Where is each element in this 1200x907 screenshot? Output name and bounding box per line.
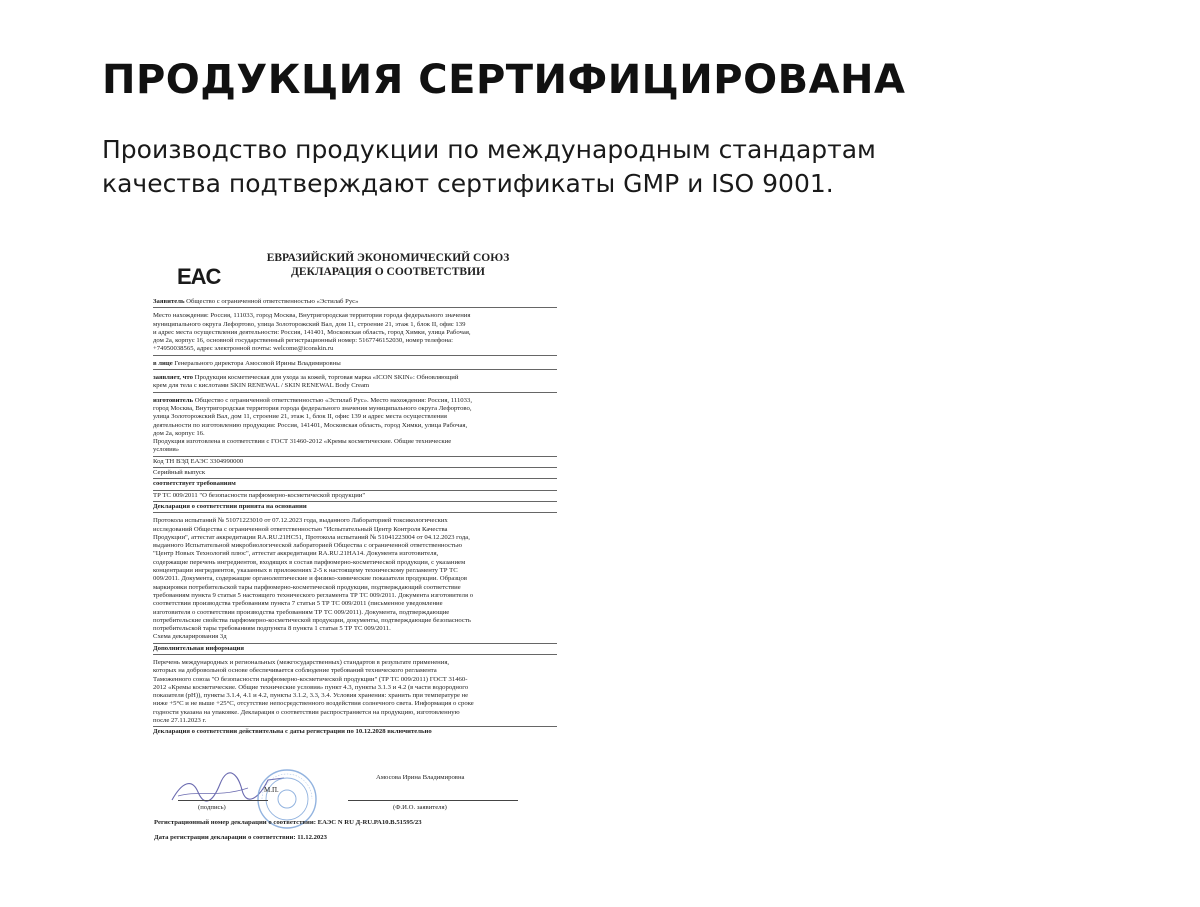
declares-line: Продукция косметическая для ухода за кожей, торговая марка «ICON SKIN»: Обновляющий: [194, 374, 459, 382]
address-line: +74950038565, адрес электронной почты: welcome@iconskin.ru: [153, 345, 334, 353]
basis-line: изготовителя о соответствии производства требованиям ТР ТС 009/2011). Документа, подтверждающие: [153, 608, 450, 616]
certificate-header-union: ЕВРАЗИЙСКИЙ ЭКОНОМИЧЕСКИЙ СОЮЗ: [266, 252, 510, 264]
basis-line: Продукции", аттестат аккредитации RA.RU.21НС51, Протокола испытаний № 51041223004 от 04.12.2023 года,: [153, 533, 470, 541]
regulation-line: ТР ТС 009/2011 "О безопасности парфюмерно-косметической продукции": [153, 491, 366, 499]
person-value: Генерального директора Амосовой Ирины Владимировны: [174, 359, 341, 367]
certificate-body: [153, 297, 557, 738]
basis-line: концентрации ингредиентов, указанных в приложениях 2-5 к настоящему техническому регламенту ТР ТС: [153, 567, 458, 575]
valid-block: [153, 727, 557, 737]
serial-line: Серийный выпуск: [153, 469, 206, 477]
basis-line: "Центр Новых Технологий плюс", аттестат аккредитации RA.RU.21НА14. Документа изготовителя,: [153, 550, 439, 558]
extra-line: после 27.11.2023 г.: [153, 717, 207, 725]
basis-line: маркировки потребительской тары парфюмерно-косметической продукции, подтверждающий соответствие: [153, 583, 461, 591]
extra-label-block: [153, 644, 557, 655]
basis-line: потребительской тары требованиям подпункта 8 пункта 1 статьи 5 ТР ТС 009/2011.: [153, 625, 391, 633]
scheme-line: Схема декларирования 3д: [153, 633, 227, 641]
gost-line: условия»: [153, 446, 180, 454]
extra-line: которых на добровольной основе обеспечивается соблюдение требований технического регламента: [153, 667, 437, 675]
person-block: [153, 359, 557, 370]
maker-line: деятельности по изготовлению продукции: Россия, 141401, Московская область, город Химки, улица Рабочая,: [153, 421, 468, 429]
declares-line: крем для тела с кислотами SKIN RENEWAL / SKIN RENEWAL Body Cream: [153, 382, 370, 390]
certificate-header-declaration: ДЕКЛАРАЦИЯ О СООТВЕТСТВИИ: [291, 266, 485, 278]
signature-line: [178, 800, 268, 801]
serial-block: [153, 468, 557, 479]
address-line: дом 2а, корпус 16, основной государственный регистрационный номер: 5167746152030, номер телефона:: [153, 337, 453, 345]
basis-label-block: [153, 502, 557, 513]
regulation-block: [153, 491, 557, 502]
maker-label: изготовитель: [153, 396, 194, 404]
applicant-label: Заявитель: [153, 298, 185, 305]
signature-zone: [148, 764, 560, 842]
basis-line: Протокола испытаний № 51071223010 от 07.12.2023 года, выданного Лабораторией токсикологических: [153, 517, 448, 525]
subtitle-line-2: качества подтверждают сертификаты GMP и ISO 9001.: [102, 169, 834, 198]
stamp-mark: М.П.: [264, 786, 279, 794]
maker-block: [153, 396, 557, 457]
basis-block: [153, 516, 557, 643]
basis-label: Декларация о соответствии принята на основании: [153, 502, 307, 510]
maker-line: город Москва, Внутригородская территория города федерального значения муниципального округа Лефортово,: [153, 404, 472, 412]
registration-date: Дата регистрации декларации о соответствии: 11.12.2023: [154, 834, 327, 841]
declares-block: [153, 373, 557, 393]
extra-line: Перечень международных и региональных (межгосударственных) стандартов в результате применения,: [153, 658, 450, 666]
valid-line: Декларация о соответствии действительна с даты регистрации по 10.12.2028 включительно: [153, 728, 432, 736]
page-subtitle: [102, 133, 1002, 201]
basis-line: исследований Общества с ограниченной ответственностью "Испытательный Центр Контроля Качества: [153, 525, 448, 533]
subtitle-line-1: Производство продукции по международным стандартам: [102, 135, 876, 164]
gost-line: Продукция изготовлена в соответствии с ГОСТ 31460-2012 «Кремы косметические. Общие технические: [153, 438, 452, 446]
person-label: в лице: [153, 359, 173, 367]
applicant-value: Общество с ограниченной ответственностью «Эстилаб Рус»: [186, 298, 359, 305]
basis-line: содержащие перечень ингредиентов, входящих в состав парфюмерно-косметической продукции, с указанием: [153, 558, 466, 566]
extra-line: ниже +5°С и не выше +25°С, отсутствие непосредственного воздействия солнечного света. Информация о сроке: [153, 700, 474, 708]
extra-line: годности указана на упаковке. Декларация о соответствии распространяется на продукцию, изготовленную: [153, 708, 460, 716]
maker-line: улица Золоторожский Вал, дом 11, строение 21, этаж 1, блок II, офис 139 и адрес места осуществления: [153, 413, 447, 421]
extra-line: 2012 «Кремы косметические. Общие технические условия» пункт 4.3, пункты 3.1.3 и 4.2 (в части водородного: [153, 683, 469, 691]
basis-line: потребительские свойства парфюмерно-косметической продукции, документы, подтверждающие безопасность: [153, 616, 471, 624]
code-line: Код ТН ВЭД ЕАЭС 3304990000: [153, 457, 244, 465]
page-title: ПРОДУКЦИЯ СЕРТИФИЦИРОВАНА: [102, 57, 906, 103]
address-block: [153, 311, 557, 355]
address-line: муниципального округа Лефортово, улица Золоторожский Вал, дом 11, строение 21, этаж 1, блок II, офис 139: [153, 320, 466, 328]
complies-label: соответствует требованиям: [153, 480, 236, 488]
basis-line: 009/2011. Документа, содержащие органолептические и физико-химические показатели продукции. Образцов: [153, 575, 468, 583]
extra-label: Дополнительная информация: [153, 644, 245, 652]
declares-label: заявляет, что: [153, 374, 193, 382]
applicant-block: [153, 297, 557, 308]
certificate-image: [148, 244, 560, 842]
complies-block: [153, 479, 557, 490]
address-line: Место нахождения: Россия, 111033, город Москва, Внутригородская территория города федерального значения: [153, 312, 471, 320]
eac-logo: EAC: [177, 264, 221, 289]
address-line: и адрес места осуществления деятельности: Россия, 141401, Московская область, город Химки, улица Рабочая,: [153, 328, 471, 336]
signer-caption: (Ф.И.О. заявителя): [393, 804, 447, 811]
registration-number: Регистрационный номер декларации о соответствии: ЕАЭС N RU Д-RU.РА10.В.51595/23: [154, 819, 422, 826]
signature-caption: (подпись): [198, 804, 226, 811]
extra-block: [153, 658, 557, 727]
signer-line: [348, 800, 518, 801]
basis-line: требованиям пункта 9 статьи 5 настоящего технического регламента ТР ТС 009/2011. Документа изготовителя о: [153, 591, 474, 599]
maker-line: дом 2а, корпус 16.: [153, 429, 205, 437]
maker-line: Общество с ограниченной ответственностью «Эстилаб Рус». Место нахождения: Россия, 111033,: [194, 396, 472, 404]
basis-line: выданного Испытательной микробиологической лабораторией Общества с ограниченной ответственностью: [153, 542, 462, 550]
extra-line: показателя (pH)), пункты 3.1.4, 4.1 и 4.2, пункты 3.1.2, 3.3, 3.4. Условия хранения: хранить при температуре не: [153, 692, 469, 700]
signer-name: Амосова Ирина Владимировна: [376, 774, 465, 781]
extra-line: Таможенного союза "О безопасности парфюмерно-косметической продукции" (ТР ТС 009/2011) ГОСТ 31460-: [153, 675, 468, 683]
code-block: [153, 457, 557, 468]
basis-line: соответствии производства требованиям пункта 7 статьи 5 ТР ТС 009/2011 (письменное уведомление: [153, 600, 443, 608]
